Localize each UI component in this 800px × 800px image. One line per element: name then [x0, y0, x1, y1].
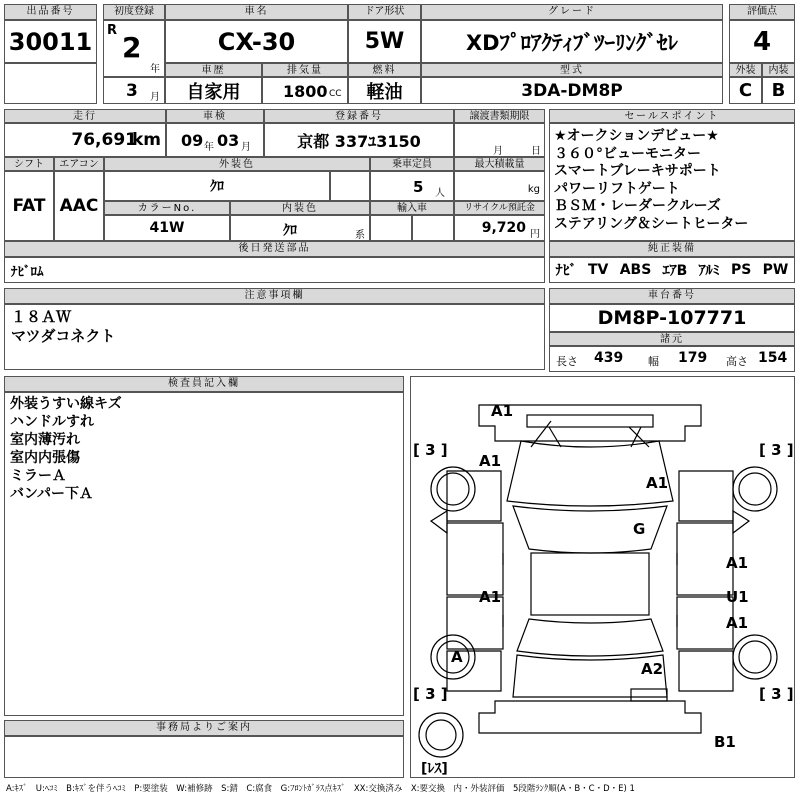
- tire-rear-left: [ 3 ]: [413, 685, 448, 703]
- door-type: 5W: [348, 20, 421, 63]
- recycle-unit: 円: [530, 229, 540, 240]
- damage-mark: A1: [479, 452, 502, 470]
- grade: XDﾌﾟﾛｱｸﾃｨﾌﾞﾂｰﾘﾝｸﾞｾﾚ: [421, 20, 723, 63]
- mileage: 76,691: [71, 130, 137, 150]
- model-label: 型式: [421, 63, 723, 77]
- sales-label: セールスポイント: [549, 109, 795, 123]
- left-mirror: [431, 511, 447, 533]
- damage-mark: G: [633, 520, 646, 538]
- inspection-label: 車検: [166, 109, 264, 123]
- shift: FAT: [4, 171, 54, 241]
- plate: 京都 337ﾕ3150: [264, 123, 454, 157]
- tire-rear-right: [ 3 ]: [759, 685, 794, 703]
- legend: A:ｷｽﾞ U:ﾍｺﾐ B:ｷｽﾞを伴うﾍｺﾐ P:要塗装 W:補修跡 S:錆 C:腐食 G:ﾌﾛﾝﾄｶﾞﾗｽ点ｷｽﾞ XX:交換済み X:要交換 内・外装評価 5段階ﾗﾝｸ順(A・B・C・D・E) 1: [6, 784, 635, 794]
- inspector-line: 室内内張傷: [10, 450, 80, 466]
- damage-mark: A1: [726, 554, 749, 572]
- sales-points: [549, 123, 795, 241]
- specs-label: 諸元: [549, 332, 795, 346]
- inspector-line: バンパー下Ａ: [10, 486, 94, 502]
- notes-label: 注意事項欄: [4, 288, 545, 304]
- equip-item: TV: [587, 262, 609, 278]
- inspector-label: 検査員記入欄: [4, 376, 404, 392]
- inspector-line: ハンドルすれ: [10, 414, 94, 430]
- interior-color-label: 内装色: [230, 201, 370, 215]
- cc-unit: CC: [329, 89, 342, 99]
- fuel-label: 燃料: [348, 63, 421, 77]
- load-unit: kg: [527, 184, 540, 195]
- damage-mark: A1: [646, 474, 669, 492]
- rear-bumper: [479, 701, 701, 733]
- grade-label: グレード: [421, 4, 723, 20]
- capacity: 5: [413, 178, 424, 196]
- car-diagram-frame: [410, 376, 795, 778]
- interior-color-cell: [230, 215, 370, 241]
- ext-grade: C: [729, 77, 762, 104]
- score-label: 評価点: [729, 4, 795, 20]
- load-cell: [454, 171, 545, 201]
- equip-item: ﾅﾋﾞ: [555, 263, 577, 279]
- model: 3DA-DM8P: [421, 77, 723, 104]
- transfer-month: 月: [493, 146, 503, 157]
- int-label: 内装: [762, 63, 795, 77]
- lot-label: 出品番号: [4, 4, 97, 20]
- lot-blank: [4, 63, 97, 104]
- import-label: 輸入車: [370, 201, 454, 215]
- damage-mark: A1: [726, 614, 749, 632]
- rear-plate: [631, 689, 667, 701]
- transfer-label: 譲渡書類期限: [454, 109, 545, 123]
- inspection-cell: [166, 123, 264, 157]
- first-reg-month: [103, 77, 165, 104]
- equip-item: ｴｱB: [662, 263, 688, 279]
- tire-front-right: [ 3 ]: [759, 441, 794, 459]
- office-body: [4, 736, 404, 778]
- later-parts-label: 後日発送部品: [4, 241, 545, 257]
- capacity-cell: [370, 171, 454, 201]
- note-line: １８ＡＷ: [11, 308, 72, 326]
- recycle: 9,720: [481, 220, 526, 236]
- displacement: 1800: [283, 82, 328, 101]
- insp-month-unit: 月: [241, 142, 251, 153]
- spare-label: [ﾚｽ]: [421, 761, 448, 777]
- wheel-front-left: [431, 467, 475, 511]
- equip-item: ABS: [619, 262, 652, 278]
- reg-year: 2: [122, 31, 142, 64]
- load-label: 最大積載量: [454, 157, 545, 171]
- history-label: 車歴: [165, 63, 262, 77]
- width-label: 幅: [648, 355, 659, 368]
- front-grille: [527, 415, 653, 427]
- transfer-cell: [454, 123, 545, 157]
- height-label: 高さ: [726, 355, 748, 368]
- first-reg-year: [103, 20, 165, 77]
- car-name: CX-30: [165, 20, 348, 63]
- specs-row: [549, 346, 795, 372]
- interior-color: ｸﾛ: [283, 223, 297, 239]
- sales-point: パワーリフトゲート: [554, 180, 680, 197]
- car-diagram: [411, 377, 795, 778]
- sales-point: スマートブレーキサポート: [554, 163, 721, 179]
- equip-label: 純正装備: [549, 241, 795, 257]
- era: R: [107, 23, 118, 38]
- width: 179: [678, 350, 708, 366]
- transfer-day: 日: [531, 146, 541, 157]
- interior-suffix: 系: [355, 230, 365, 241]
- import-a: [370, 215, 412, 241]
- exterior-color-blank: [330, 171, 370, 201]
- office-label: 事務局よりご案内: [4, 720, 404, 736]
- capacity-label: 乗車定員: [370, 157, 454, 171]
- damage-mark: B1: [714, 733, 736, 751]
- height: 154: [758, 350, 788, 366]
- sales-point: ３６０°ビューモニター: [554, 145, 701, 162]
- door-label: ドア形状: [348, 4, 421, 20]
- reg-month: 3: [126, 81, 138, 101]
- sales-point: ステアリング＆シートヒーター: [554, 215, 749, 232]
- equip-item: ｱﾙﾐ: [698, 263, 720, 279]
- ac-label: エアコン: [54, 157, 104, 171]
- color-no-label: カラーNo.: [104, 201, 230, 215]
- roof: [531, 553, 649, 615]
- displacement-cell: [262, 77, 348, 104]
- insp-year-unit: 年: [204, 142, 214, 153]
- damage-mark: U1: [726, 588, 749, 606]
- history: 自家用: [165, 77, 262, 104]
- first-reg-label: 初度登録: [103, 4, 165, 20]
- inspector-line: 室内薄汚れ: [10, 432, 80, 448]
- notes-body: [4, 304, 545, 370]
- note-line: マツダコネクト: [11, 327, 116, 345]
- int-grade: B: [762, 77, 795, 104]
- right-rear-fender: [679, 651, 733, 691]
- sales-point: ★オークションデビュー★: [554, 128, 719, 144]
- shift-label: シフト: [4, 157, 54, 171]
- inspector-line: ミラーＡ: [10, 468, 66, 484]
- insp-year: 09: [181, 131, 204, 150]
- chassis-number: DM8P-107771: [549, 304, 795, 332]
- color-no: 41W: [104, 215, 230, 241]
- car-name-label: 車名: [165, 4, 348, 20]
- ext-label: 外装: [729, 63, 762, 77]
- mileage-cell: [4, 123, 166, 157]
- sales-point: ＢＳＭ・レーダークルーズ: [554, 198, 721, 214]
- score: 4: [729, 20, 795, 63]
- year-unit: 年: [150, 64, 160, 75]
- right-mirror: [733, 511, 749, 533]
- displacement-label: 排気量: [262, 63, 348, 77]
- equip-items: [549, 257, 795, 283]
- recycle-cell: [454, 215, 545, 241]
- mileage-label: 走行: [4, 109, 166, 123]
- exterior-color: ｸﾛ: [104, 171, 330, 201]
- exterior-color-label: 外装色: [104, 157, 370, 171]
- length-label: 長さ: [556, 355, 578, 368]
- insp-month: 03: [217, 131, 240, 150]
- import-b: [412, 215, 454, 241]
- inspector-body: [4, 392, 404, 716]
- length: 439: [594, 350, 624, 366]
- equip-item: PW: [762, 262, 789, 278]
- fuel: 軽油: [348, 77, 421, 104]
- recycle-label: リサイクル預託金: [454, 201, 545, 215]
- lot-number: 30011: [4, 20, 97, 63]
- left-front-door: [447, 523, 503, 595]
- chassis-label: 車台番号: [549, 288, 795, 304]
- capacity-unit: 人: [435, 188, 445, 199]
- right-rear-door: [677, 597, 733, 649]
- inspector-line: 外装うすい線キズ: [10, 396, 122, 412]
- rear-glass: [517, 619, 663, 656]
- damage-mark: A2: [641, 660, 664, 678]
- tire-front-left: [ 3 ]: [413, 441, 448, 459]
- right-front-fender: [679, 471, 733, 521]
- ac: AAC: [54, 171, 104, 241]
- km-unit: km: [131, 130, 161, 150]
- damage-mark: A1: [479, 588, 502, 606]
- month-unit: 月: [150, 92, 160, 103]
- later-parts: ﾅﾋﾞﾛﾑ: [4, 257, 545, 283]
- right-front-door: [677, 523, 733, 595]
- plate-label: 登録番号: [264, 109, 454, 123]
- damage-mark: A: [451, 648, 463, 666]
- equip-item: PS: [730, 262, 752, 278]
- damage-mark: A1: [491, 402, 514, 420]
